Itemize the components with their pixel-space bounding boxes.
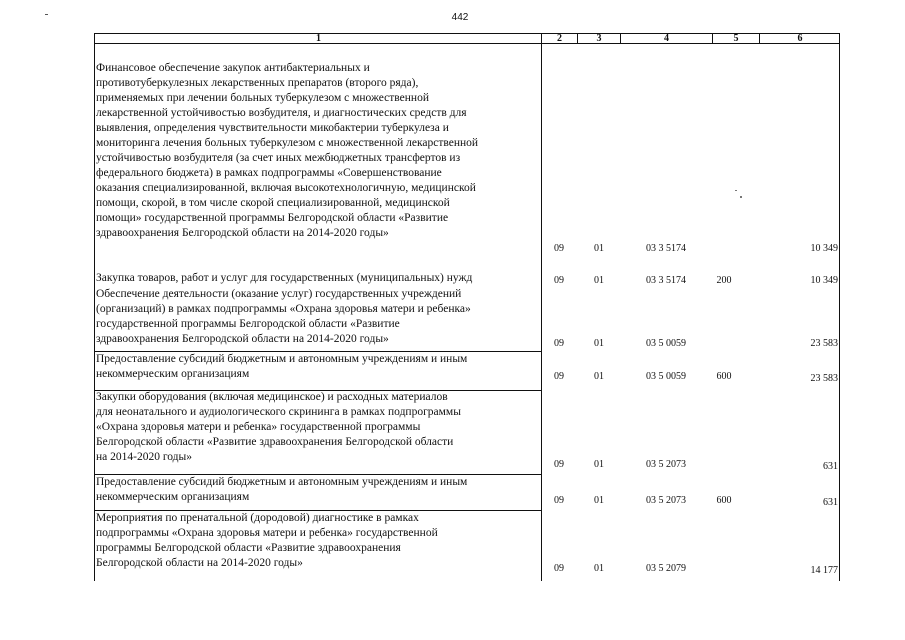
row-expense-type: 600 xyxy=(716,371,732,382)
row-subsection: 01 xyxy=(594,243,604,254)
scan-speck xyxy=(45,14,48,15)
page-number: 442 xyxy=(451,12,469,23)
row-subsection: 01 xyxy=(594,459,604,470)
row-section: 09 xyxy=(554,459,564,470)
row-expense-type: 600 xyxy=(716,495,732,506)
table-header xyxy=(94,33,840,44)
row-description: Закупка товаров, работ и услуг для государственных (муниципальных) нужд xyxy=(96,272,473,284)
header-col-3: 3 xyxy=(596,33,602,44)
row-expense-type: 200 xyxy=(716,275,732,286)
row-amount: 10 349 xyxy=(810,243,838,254)
row-target-article: 03 5 0059 xyxy=(646,338,686,349)
row-description: Финансовое обеспечение закупок антибактериальных и противотуберкулезных лекарственных препаратов (второго ряда), применяемых при лечении больных туберкулезом с множественной лекарственной устойчивостью возбудителя, и диагностических средств для выявления, определения чувствительности микобактерии туберкулеза и мониторинга лечения больных туберкулезом с множественной лекарственной устойчивостью возбудителя (за счет иных межбюджетных трансфертов из федерального бюджета) в рамках подпрограммы «Совершенствование оказания специализированной, включая высокотехнологичную, медицинской помощи, скорой, в том числе скорой специализированной, медицинской помощи» государственной программы Белгородской области «Развитие здравоохранения Белгородской области на 2014-2020 годы» xyxy=(96,62,479,239)
row-section: 09 xyxy=(554,275,564,286)
row-amount: 23 583 xyxy=(810,338,838,349)
row-subsection: 01 xyxy=(594,275,604,286)
table-border-left xyxy=(94,44,95,581)
row-target-article: 03 5 2079 xyxy=(646,563,686,574)
table-border-right xyxy=(839,44,840,581)
row-subsection: 01 xyxy=(594,338,604,349)
row-subsection: 01 xyxy=(594,371,604,382)
budget-table xyxy=(94,33,840,581)
row-description: Обеспечение деятельности (оказание услуг) государственных учреждений (организаций) в рамках подпрограммы «Охрана здоровья матери и ребенка» государственной программы Белгородской области «Развитие здравоохранения Белгородской области на 2014-2020 годы» xyxy=(96,288,471,345)
row-target-article: 03 3 5174 xyxy=(646,243,686,254)
row-section: 09 xyxy=(554,371,564,382)
header-col-4: 4 xyxy=(664,33,669,44)
header-col-5: 5 xyxy=(733,33,739,44)
row-amount: 10 349 xyxy=(810,275,838,286)
row-description: Мероприятия по пренатальной (дородовой) диагностике в рамках подпрограммы «Охрана здоровья матери и ребенка» государственной программы Белгородской области «Развитие здравоохранения Белгородской области на 2014-2020 годы» xyxy=(96,512,438,569)
row-description: Предоставление субсидий бюджетным и автономным учреждениям и иным некоммерческим организациям xyxy=(96,353,468,380)
description-column-border xyxy=(541,44,542,581)
row-target-article: 03 5 2073 xyxy=(646,495,686,506)
row-section: 09 xyxy=(554,495,564,506)
row-subsection: 01 xyxy=(594,495,604,506)
row-amount: 14 177 xyxy=(810,565,838,576)
row-amount: 631 xyxy=(823,461,838,472)
row-description: Закупки оборудования (включая медицинское) и расходных материалов для неонатального и аудиологического скрининга в рамках подпрограммы «Охрана здоровья матери и ребенка» государственной программы Белгородской области «Развитие здравоохранения Белгородской области на 2014-2020 годы» xyxy=(96,391,461,463)
row-section: 09 xyxy=(554,243,564,254)
row-subsection: 01 xyxy=(594,563,604,574)
row-amount: 23 583 xyxy=(810,373,838,384)
row-section: 09 xyxy=(554,563,564,574)
header-col-2: 2 xyxy=(557,33,562,44)
row-amount: 631 xyxy=(823,497,838,508)
row-description: Предоставление субсидий бюджетным и автономным учреждениям и иным некоммерческим организациям xyxy=(96,476,468,503)
row-target-article: 03 5 2073 xyxy=(646,459,686,470)
header-col-6: 6 xyxy=(797,33,803,44)
row-target-article: 03 5 0059 xyxy=(646,371,686,382)
row-target-article: 03 3 5174 xyxy=(646,275,686,286)
header-col-1: 1 xyxy=(316,33,321,44)
row-section: 09 xyxy=(554,338,564,349)
